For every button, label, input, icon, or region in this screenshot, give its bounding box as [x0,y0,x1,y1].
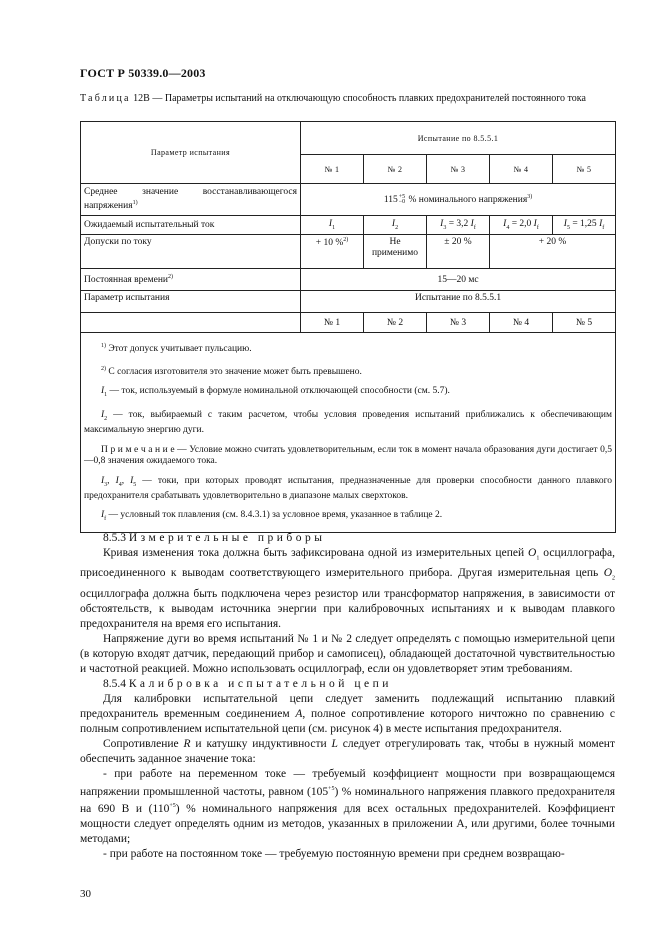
row-voltage-value: 115+5 −0 % номинального напряжения$^{3)}$ [301,184,616,216]
current-cell-1: $I_1$ [301,216,364,235]
tolerance-cell-2: Не применимо [364,235,427,269]
row-tolerance-label: Допуски по току [81,235,301,269]
section-8-5-4-title: 8.5.4 Калибровка испытательной цепи [103,677,392,690]
row-voltage-label: Среднее значение восстанавливающегося напряжения$^{1)}$ [81,184,301,216]
row2-param-label: Параметр испытания [81,291,301,313]
bullet-dc: - при работе на постоянном токе — требуемую постоянную времени при среднем возвращаю- [103,848,565,861]
row2-test-label: Испытание по 8.5.5.1 [301,291,616,313]
note-i1: $I_1$ — ток, используемый в формуле номинальной отключающей способности (см. 5.7). [101,386,450,399]
row2-col-4: № 4 [490,313,553,333]
current-cell-2: $I_2$ [364,216,427,235]
body-text [80,531,615,862]
col-header-2: № 2 [364,155,427,184]
row2-col-2: № 2 [364,313,427,333]
paragraph-calibration: Для калибровки испытательной цепи следует заменить подлежащий испытанию плавкий предохранитель временным соединением A, полное сопротивление которого ничтожно по сравнению с полным сопротивлением испытательной цепи (см. рисунок 4) в месте испытания предохранителя. [80,692,616,735]
note-primechanie: П р и м е ч а н и е — Условие можно считать удовлетворительным, если ток в момент начала образования дуги достигает 0,5—0,8 значения ожидаемого тока. [84,444,613,467]
note-2: $^{2)}$ С согласия изготовителя это значение может быть превышено. [101,365,362,377]
paragraph-arc-voltage: Напряжение дуги во время испытаний № 1 и № 2 следует определять с помощью измерительной цепи (в которую входят датчик, передающий прибор и самописец), обладающей достаточной чувствительностью и частотной реакцией. Можно использовать осциллограф, если он удовлетворяет этим требованиям. [80,632,615,675]
table-caption-text: 12В — Параметры испытаний на отключающую способность плавких предохранителей постоянного тока [130,93,586,104]
current-cell-3: $I_3 = 3,2$ $I_f$ [427,216,490,235]
test-parameters-table [80,121,616,533]
col-header-4: № 4 [490,155,553,184]
note-1: $^{1)}$ Этот допуск учитывает пульсацию. [101,343,252,355]
col-header-5: № 5 [553,155,616,184]
page-number: 30 [80,888,91,900]
paragraph-resistance: Сопротивление R и катушку индуктивности L следует отрегулировать так, чтобы в нужный момент обеспечить заданное значение тока: [80,737,615,765]
note-if: $I_f$ — условный ток плавления (см. 8.4.3.1) за условное время, указанное в таблице 2. [101,510,443,523]
test-header: Испытание по 8.5.5.1 [301,122,616,155]
document-header: ГОСТ Р 50339.0—2003 [80,66,206,80]
row-time-label: Постоянная времени$^{2)}$ [81,269,301,291]
param-header: Параметр испытания [81,122,301,184]
tolerance-cell-3: ± 20 % [427,235,490,269]
note-i2: $I_2$ — ток, выбираемый с таким расчетом, чтобы условия проведения испытаний приближались к обеспечивающим максимальную энергию дуги. [84,409,613,436]
table-caption [80,93,614,104]
table-notes [81,333,616,533]
current-cell-5: $I_5 = 1,25$ $I_f$ [553,216,616,235]
col-header-1: № 1 [301,155,364,184]
col-header-3: № 3 [427,155,490,184]
paragraph-oscillograph: Кривая изменения тока должна быть зафиксирована одной из измерительных цепей $O_1$ осциллографа, присоединенного к выводам соответствующего измерительного прибора. Другая измерительная цепь $O_2$ осциллографа должна быть подключена через резистор или трансформатор напряжения, в зависимости от обстоятельств, к выводам источника энергии при калибровочных испытаниях и к выводам плавкого предохранителя на время его испытания. [80,547,615,630]
tolerance-cell-45: + 20 % [490,235,616,269]
row2-empty [81,313,301,333]
table-caption-label: Таблица [80,93,131,104]
current-cell-4: $I_4 = 2,0$ $I_f$ [490,216,553,235]
note-i345: $I_3$, $I_4$, $I_5$ — токи, при которых проводят испытания, предназначенные для проверки способности данного плавкого предохранителя срабатывать удовлетворительно в диапазоне малых сверхтоков. [84,475,613,501]
row2-col-1: № 1 [301,313,364,333]
row-current-label: Ожидаемый испытательный ток [81,216,301,235]
section-8-5-3-title: 8.5.3 Измерительные приборы [103,532,326,544]
bullet-ac: - при работе на переменном токе — требуемый коэффициент мощности при возвращающемся напряжении промышленной частоты, равном $(105^{+5})$ % номинального напряжения плавкого предохранителя на 690 В и $(110^{+5})$ % номинального напряжения для всех остальных предохранителей. Коэффициент мощности следует определять одним из методов, указанных в приложении А, или другими, более точными методами; [80,767,615,846]
row-time-value: 15—20 мс [301,269,616,291]
tolerance-cell-1: + 10 %$^{2)}$ [301,235,364,269]
row2-col-3: № 3 [427,313,490,333]
row2-col-5: № 5 [553,313,616,333]
